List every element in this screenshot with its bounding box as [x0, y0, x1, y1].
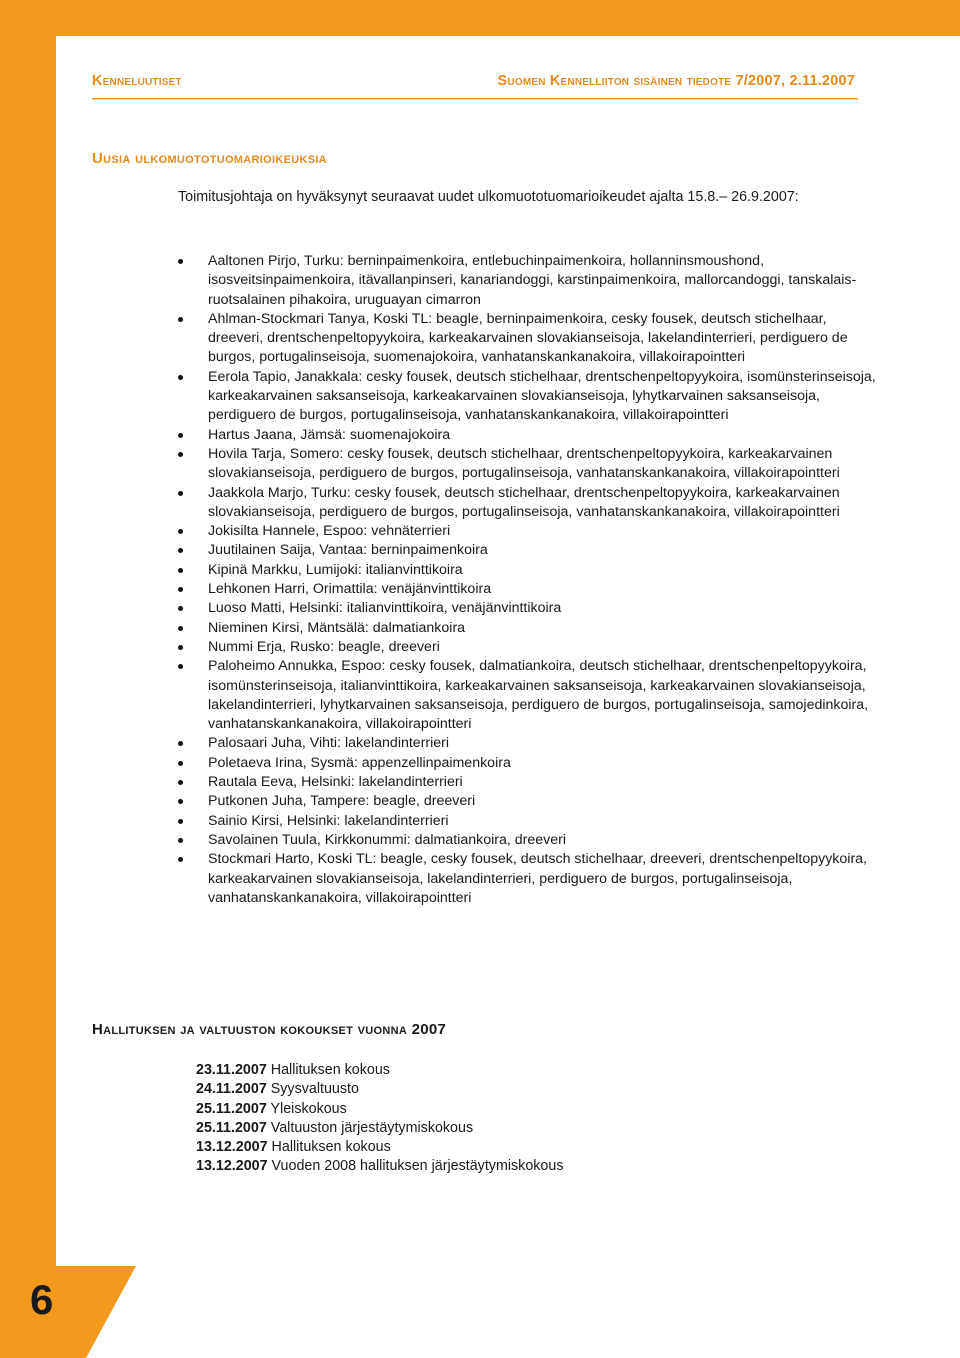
list-item: [178, 252, 878, 310]
meeting-item: [196, 1080, 563, 1099]
list-item: [178, 541, 878, 560]
list-item-text: Jaakkola Marjo, Turku: cesky fousek, deutsch stichelhaar, drentschenpeltopyykoira, karkeakarvainen slovakianseisoja, perdiguero de burgos, portugalinseisoja, vanhatanskankanakoira, villakoirapointteri: [208, 484, 840, 520]
judge-list: [178, 252, 878, 908]
meeting-date: 13.12.2007: [196, 1158, 268, 1175]
list-item: [178, 580, 878, 599]
meeting-item: [196, 1100, 563, 1119]
meeting-item: [196, 1138, 563, 1157]
list-item-text: Nieminen Kirsi, Mäntsälä: dalmatiankoira: [208, 619, 466, 636]
meeting-event: Vuoden 2008 hallituksen järjestäytymiskokous: [271, 1158, 564, 1175]
list-item-text: Nummi Erja, Rusko: beagle, dreeveri: [208, 638, 440, 655]
page-number-tab: [0, 1266, 136, 1358]
list-item-text: Ahlman-Stockmari Tanya, Koski TL: beagle, berninpaimenkoira, cesky fousek, deutsch stichelhaar, dreeveri, drentschenpeltopyykoira, karkeakarvainen slovakianseisoja, lakelandinterrieri, perdiguero de burgos, portugalinseisoja, suomenajokoira, vanhatanskankanakoira, villakoirapointteri: [208, 310, 848, 366]
list-item-text: Eerola Tapio, Janakkala: cesky fousek, deutsch stichelhaar, drentschenpeltopyykoira, isomünsterinseisoja, karkeakarvainen saksanseisoja, karkeakarvainen slovakianseisoja, lyhytkarvainen saksanseisoja, perdiguero de burgos, portugalinseisoja, vanhatanskankanakoira, villakoirapointteri: [208, 368, 876, 424]
left-orange-bar: [0, 36, 56, 1266]
list-item-text: Lehkonen Harri, Orimattila: venäjänvinttikoira: [208, 581, 492, 598]
list-item-text: Savolainen Tuula, Kirkkonummi: dalmatiankoira, dreeveri: [208, 831, 567, 848]
list-item-text: Putkonen Juha, Tampere: beagle, dreeveri: [208, 793, 476, 810]
meeting-date: 24.11.2007: [196, 1081, 267, 1098]
list-item: [178, 812, 878, 831]
header-publication-name: Kenneluutiset: [92, 73, 182, 89]
meeting-date: 25.11.2007: [196, 1100, 267, 1117]
meeting-item: [196, 1119, 563, 1138]
list-item-text: Rautala Eeva, Helsinki: lakelandinterrieri: [208, 774, 463, 791]
list-item: [178, 734, 878, 753]
list-item: [178, 522, 878, 541]
list-item: [178, 599, 878, 618]
list-item-text: Jokisilta Hannele, Espoo: vehnäterrieri: [208, 523, 451, 540]
meeting-event: Hallituksen kokous: [270, 1062, 390, 1078]
list-item: [178, 426, 878, 445]
list-item: [178, 445, 878, 484]
top-orange-band: [0, 0, 960, 36]
meeting-event: Yleiskokous: [270, 1100, 347, 1117]
meeting-item: [196, 1157, 563, 1176]
list-item-text: Hartus Jaana, Jämsä: suomenajokoira: [208, 426, 451, 443]
list-item: [178, 484, 878, 523]
list-item: [178, 619, 878, 638]
list-item: [178, 638, 878, 657]
section-title-new-judges: Uusia ulkomuototuomarioikeuksia: [92, 150, 327, 167]
list-item-text: Paloheimo Annukka, Espoo: cesky fousek, dalmatiankoira, deutsch stichelhaar, drentschenpeltopyykoira, isomünsterinseisoja, italianvinttikoira, karkeakarvainen saksanseisoja, karkeakarvainen slovakianseisoja, lakelandinterrieri, lyhytkarvainen saksanseisoja, perdiguero de burgos, portugalinseisoja, samojedinkoira, vanhatanskankanakoira, villakoirapointteri: [208, 658, 869, 733]
list-item: [178, 792, 878, 811]
list-item: [178, 831, 878, 850]
meeting-date: 23.11.2007: [196, 1062, 267, 1078]
list-item-text: Sainio Kirsi, Helsinki: lakelandinterrieri: [208, 812, 449, 829]
meeting-date: 13.12.2007: [196, 1139, 268, 1156]
list-item: [178, 657, 878, 734]
page-number: 6: [30, 1276, 54, 1323]
list-item: [178, 773, 878, 792]
header-rule: [92, 98, 858, 100]
list-item-text: Kipinä Markku, Lumijoki: italianvinttikoira: [208, 561, 463, 578]
meeting-date: 25.11.2007: [196, 1119, 267, 1136]
section-title-meetings: Hallituksen ja valtuuston kokoukset vuonna 2007: [92, 1021, 447, 1038]
header-issue-info: Suomen Kennelliiton sisäinen tiedote 7/2007, 2.11.2007: [497, 73, 855, 89]
list-item: [178, 561, 878, 580]
meeting-event: Hallituksen kokous: [271, 1139, 391, 1156]
list-item-text: Palosaari Juha, Vihti: lakelandinterrieri: [208, 735, 450, 752]
meeting-event: Syysvaltuusto: [270, 1081, 359, 1098]
meeting-list: [196, 1061, 563, 1177]
list-item: [178, 368, 878, 426]
list-item-text: Poletaeva Irina, Sysmä: appenzellinpaimenkoira: [208, 754, 511, 771]
meeting-event: Valtuuston järjestäytymiskokous: [270, 1119, 474, 1136]
list-item-text: Stockmari Harto, Koski TL: beagle, cesky fousek, deutsch stichelhaar, dreeveri, drentschenpeltopyykoira, karkeakarvainen slovakianseisoja, lakelandinterrieri, perdiguero de burgos, portugalinseisoja, vanhatanskankanakoira, villakoirapointteri: [208, 851, 867, 906]
list-item: [178, 754, 878, 773]
list-item-text: Juutilainen Saija, Vantaa: berninpaimenkoira: [208, 542, 488, 559]
section-intro: Toimitusjohtaja on hyväksynyt seuraavat uudet ulkomuototuomarioikeudet ajalta 15.8.– 26.9.2007:: [178, 189, 799, 205]
list-item: [178, 850, 878, 908]
list-item-text: Luoso Matti, Helsinki: italianvinttikoira, venäjänvinttikoira: [208, 600, 562, 617]
list-item-text: Hovila Tarja, Somero: cesky fousek, deutsch stichelhaar, drentschenpeltopyykoira, karkeakarvainen slovakianseisoja, perdiguero de burgos, portugalinseisoja, vanhatanskankanakoira, villakoirapointteri: [208, 445, 840, 482]
meeting-item: [196, 1061, 563, 1080]
list-item-text: Aaltonen Pirjo, Turku: berninpaimenkoira, entlebuchinpaimenkoira, hollanninsmoushond, isosveitsinpaimenkoira, itävallanpinseri, kanariandoggi, karstinpaimenkoira, mallorcandoggi, tanskalais-ruotsalainen pihakoira, uruguayan cimarron: [208, 253, 857, 308]
list-item: [178, 310, 878, 368]
